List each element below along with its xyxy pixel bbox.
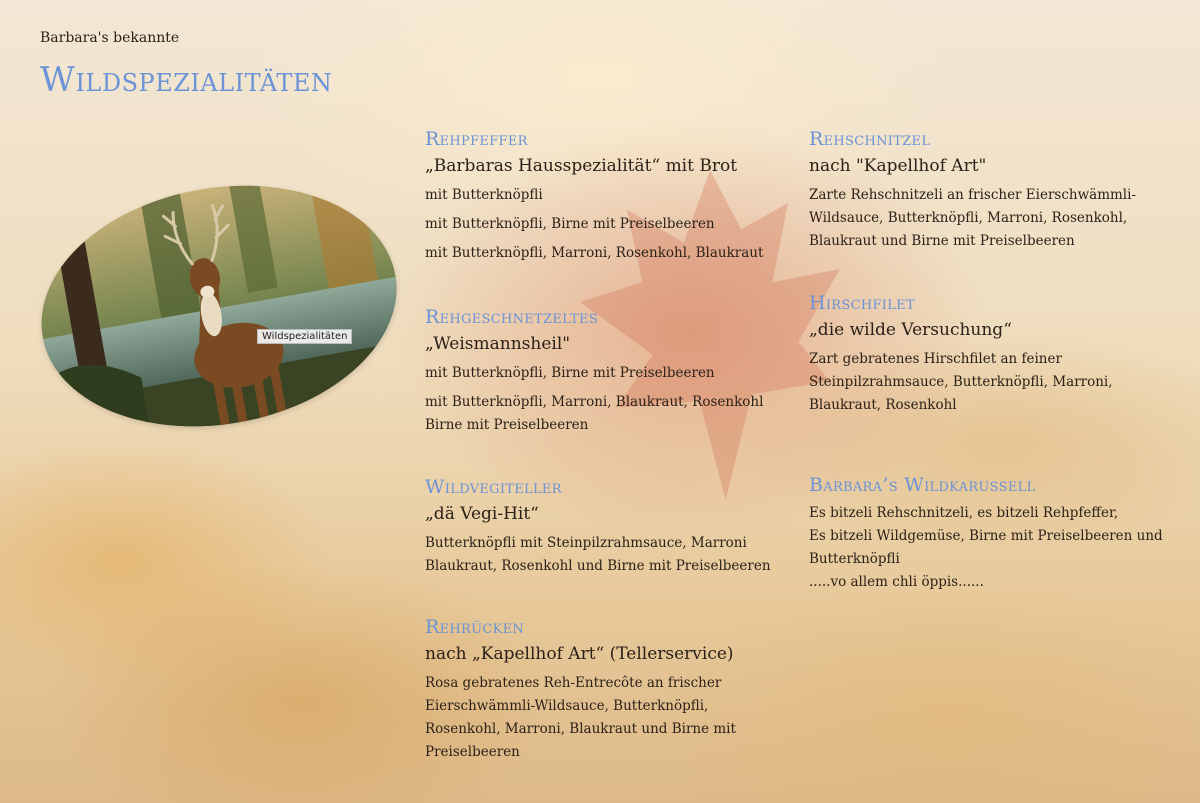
dish-name: Hirschfilet xyxy=(809,292,915,314)
dish-description: Zarte Rehschnitzeli an frischer Eierschwämmli-Wildsauce, Butterknöpfli, Marroni, Rosenkohl, Blaukraut und Birne mit Preiselbeeren xyxy=(809,187,1137,249)
dish-name: Rehpfeffer xyxy=(425,128,528,150)
deer-illustration xyxy=(22,159,416,454)
deer-image xyxy=(22,159,416,454)
dish-description-line: Es bitzeli Wildgemüse, Birne mit Preiselbeeren und Butterknöpfli xyxy=(809,528,1163,567)
dish-tagline: „Weismannsheil" xyxy=(425,334,571,354)
menu-column-right xyxy=(809,128,1169,594)
dish-tagline: nach „Kapellhof Art“ (Tellerservice) xyxy=(425,644,734,664)
dish-name: Rehrücken xyxy=(425,616,525,638)
dish-option: mit Butterknöpfli, Birne mit Preiselbeeren xyxy=(425,216,715,232)
dish-option: mit Butterknöpfli xyxy=(425,187,543,203)
page-subtitle: Barbara's bekannte xyxy=(40,30,180,46)
dish-option: mit Butterknöpfli, Birne mit Preiselbeeren xyxy=(425,365,715,381)
dish-rehschnitzel xyxy=(809,128,1169,292)
dish-name: Rehschnitzel xyxy=(809,128,931,150)
dish-name: Wildvegiteller xyxy=(425,476,562,498)
dish-tagline: „dä Vegi-Hit“ xyxy=(425,504,539,524)
dish-rehpfeffer xyxy=(425,128,785,306)
dish-name: Rehgeschnetzeltes xyxy=(425,306,598,328)
dish-wildvegiteller xyxy=(425,476,785,616)
dish-tagline: „Barbaras Hausspezialität“ mit Brot xyxy=(425,156,738,176)
image-caption-tooltip: Wildspezialitäten xyxy=(257,329,352,344)
dish-tagline: „die wilde Versuchung“ xyxy=(809,320,1012,340)
dish-description: Zart gebratenes Hirschfilet an feiner Steinpilzrahmsauce, Butterknöpfli, Marroni, Blaukraut, Rosenkohl xyxy=(809,351,1113,413)
menu-column-left xyxy=(425,128,785,764)
dish-rehruecken xyxy=(425,616,785,764)
dish-option: mit Butterknöpfli, Marroni, Blaukraut, Rosenkohl Birne mit Preiselbeeren xyxy=(425,394,764,433)
dish-wildkarussell xyxy=(809,474,1169,594)
dish-description: Butterknöpfli mit Steinpilzrahmsauce, Marroni Blaukraut, Rosenkohl und Birne mit Preiselbeeren xyxy=(425,535,771,574)
dish-description-line: Es bitzeli Rehschnitzeli, es bitzeli Rehpfeffer, xyxy=(809,505,1119,521)
dish-hirschfilet xyxy=(809,292,1169,474)
page-title: Wildspezialitäten xyxy=(40,60,333,100)
dish-name: Barbara’s Wildkarussell xyxy=(809,474,1036,496)
dish-tagline: nach "Kapellhof Art" xyxy=(809,156,987,176)
dish-rehgeschnetzeltes xyxy=(425,306,785,476)
dish-description-line: .....vo allem chli öppis...... xyxy=(809,574,984,590)
dish-description: Rosa gebratenes Reh-Entrecôte an frischer Eierschwämmli-Wildsauce, Butterknöpfli, Rosenkohl, Marroni, Blaukraut und Birne mit Preiselbeeren xyxy=(425,675,736,760)
dish-option: mit Butterknöpfli, Marroni, Rosenkohl, Blaukraut xyxy=(425,245,764,261)
